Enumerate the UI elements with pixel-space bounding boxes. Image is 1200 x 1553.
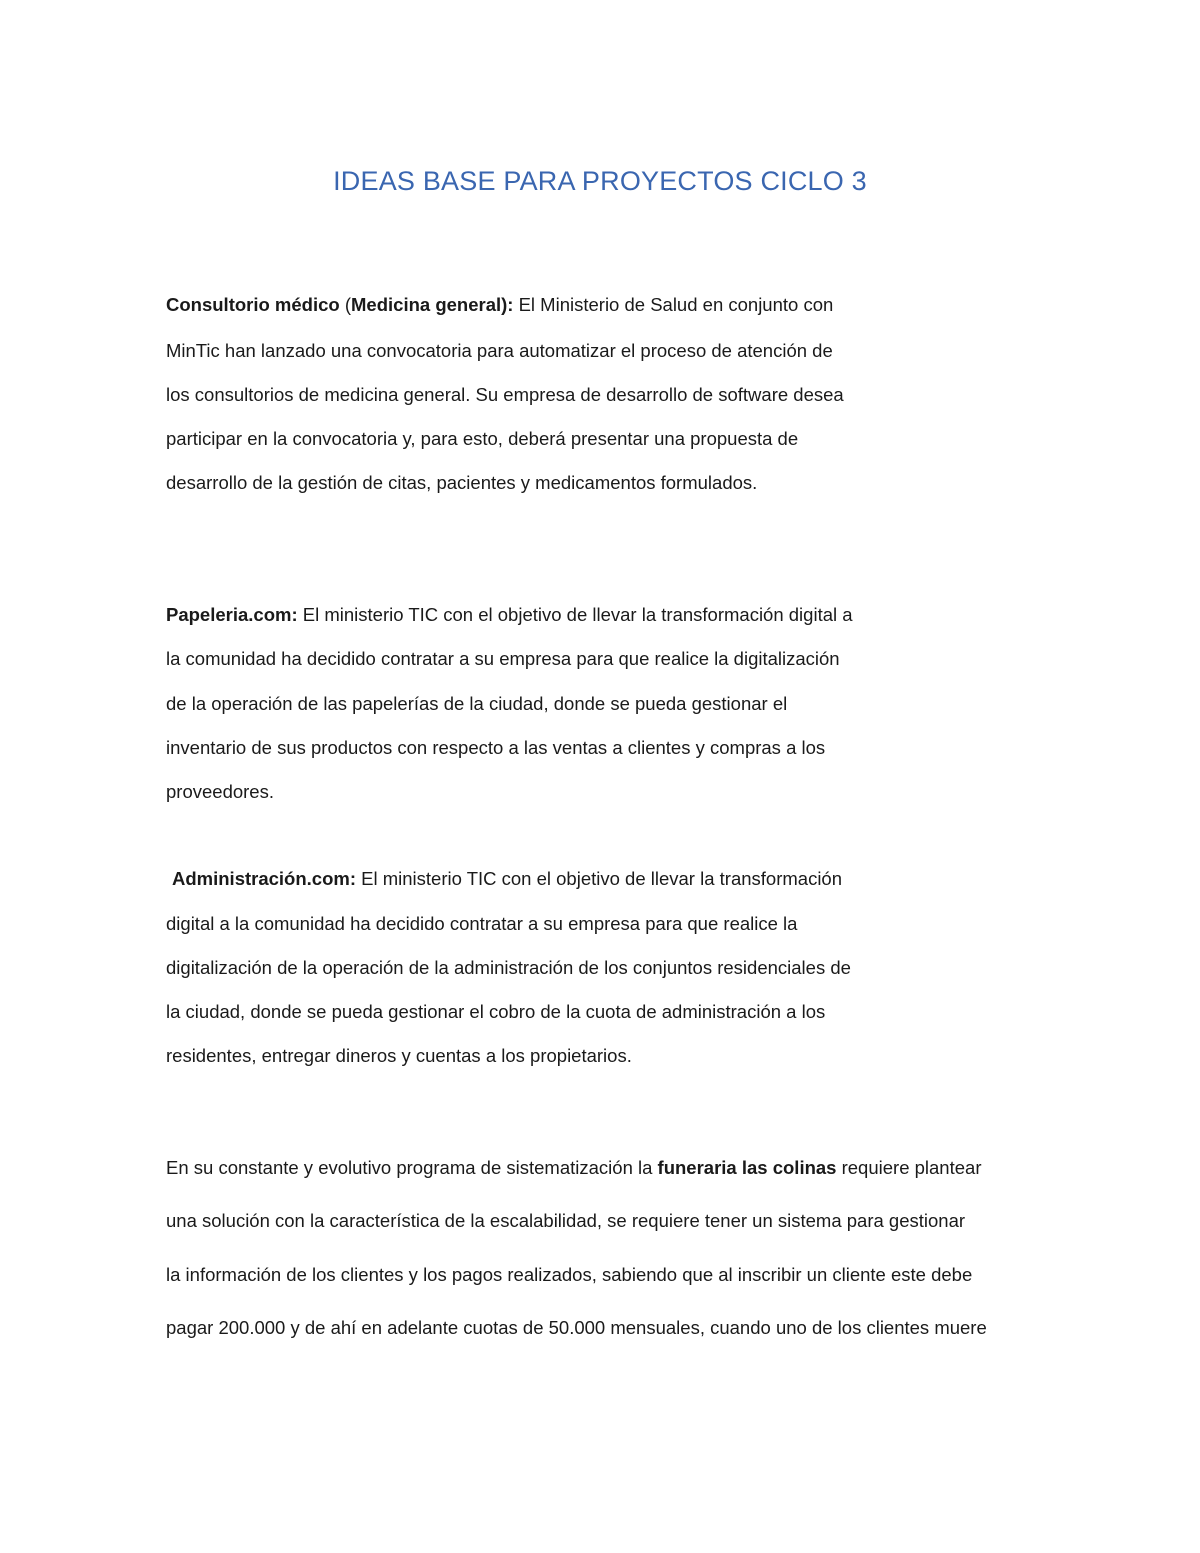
paragraph-line: participar en la convocatoria y, para esto, deberá presentar una propuesta de <box>166 428 799 449</box>
inline-bold-text: funeraria las colinas <box>657 1157 837 1178</box>
paragraph-line <box>166 1156 981 1180</box>
paragraph-line: desarrollo de la gestión de citas, pacientes y medicamentos formulados. <box>166 472 758 493</box>
section-heading-consultorio: Consultorio médico <box>166 294 340 315</box>
paragraph-line: la comunidad ha decidido contratar a su empresa para que realice la digitalización <box>166 648 840 669</box>
paragraph-line: una solución con la característica de la escalabilidad, se requiere tener un sistema para gestionar <box>166 1210 966 1231</box>
paragraph-line: pagar 200.000 y de ahí en adelante cuotas de 50.000 mensuales, cuando uno de los clientes muere <box>166 1317 987 1338</box>
section-heading-administracion: Administración.com: <box>172 868 356 889</box>
paragraph-line: digitalización de la operación de la administración de los conjuntos residenciales de <box>166 957 851 978</box>
paragraph-line: la ciudad, donde se pueda gestionar el cobro de la cuota de administración a los <box>166 1001 826 1022</box>
inline-text: El ministerio TIC con el objetivo de llevar la transformación digital a <box>297 604 853 625</box>
paragraph-line <box>172 867 842 891</box>
paragraph-line: digital a la comunidad ha decidido contratar a su empresa para que realice la <box>166 913 798 934</box>
inline-text: requiere plantear <box>836 1157 982 1178</box>
paragraph-line: proveedores. <box>166 781 274 802</box>
paragraph-line: inventario de sus productos con respecto a las ventas a clientes y compras a los <box>166 737 826 758</box>
inline-text: El ministerio TIC con el objetivo de llevar la transformación <box>356 868 843 889</box>
inline-bold-text: Medicina general): <box>351 294 514 315</box>
section-heading-papeleria: Papeleria.com: <box>166 604 298 625</box>
inline-text: En su constante y evolutivo programa de sistematización la <box>166 1157 658 1178</box>
inline-text: ( <box>339 294 352 315</box>
inline-text: El Ministerio de Salud en conjunto con <box>513 294 834 315</box>
paragraph-line: residentes, entregar dineros y cuentas a los propietarios. <box>166 1045 632 1066</box>
paragraph-line: de la operación de las papelerías de la ciudad, donde se pueda gestionar el <box>166 693 788 714</box>
paragraph-line <box>166 293 833 317</box>
paragraph-line: MinTic han lanzado una convocatoria para automatizar el proceso de atención de <box>166 340 833 361</box>
page-title: IDEAS BASE PARA PROYECTOS CICLO 3 <box>333 166 867 196</box>
paragraph-line: los consultorios de medicina general. Su empresa de desarrollo de software desea <box>166 384 844 405</box>
paragraph-line <box>166 603 853 627</box>
paragraph-line: la información de los clientes y los pagos realizados, sabiendo que al inscribir un cliente este debe <box>166 1264 973 1285</box>
